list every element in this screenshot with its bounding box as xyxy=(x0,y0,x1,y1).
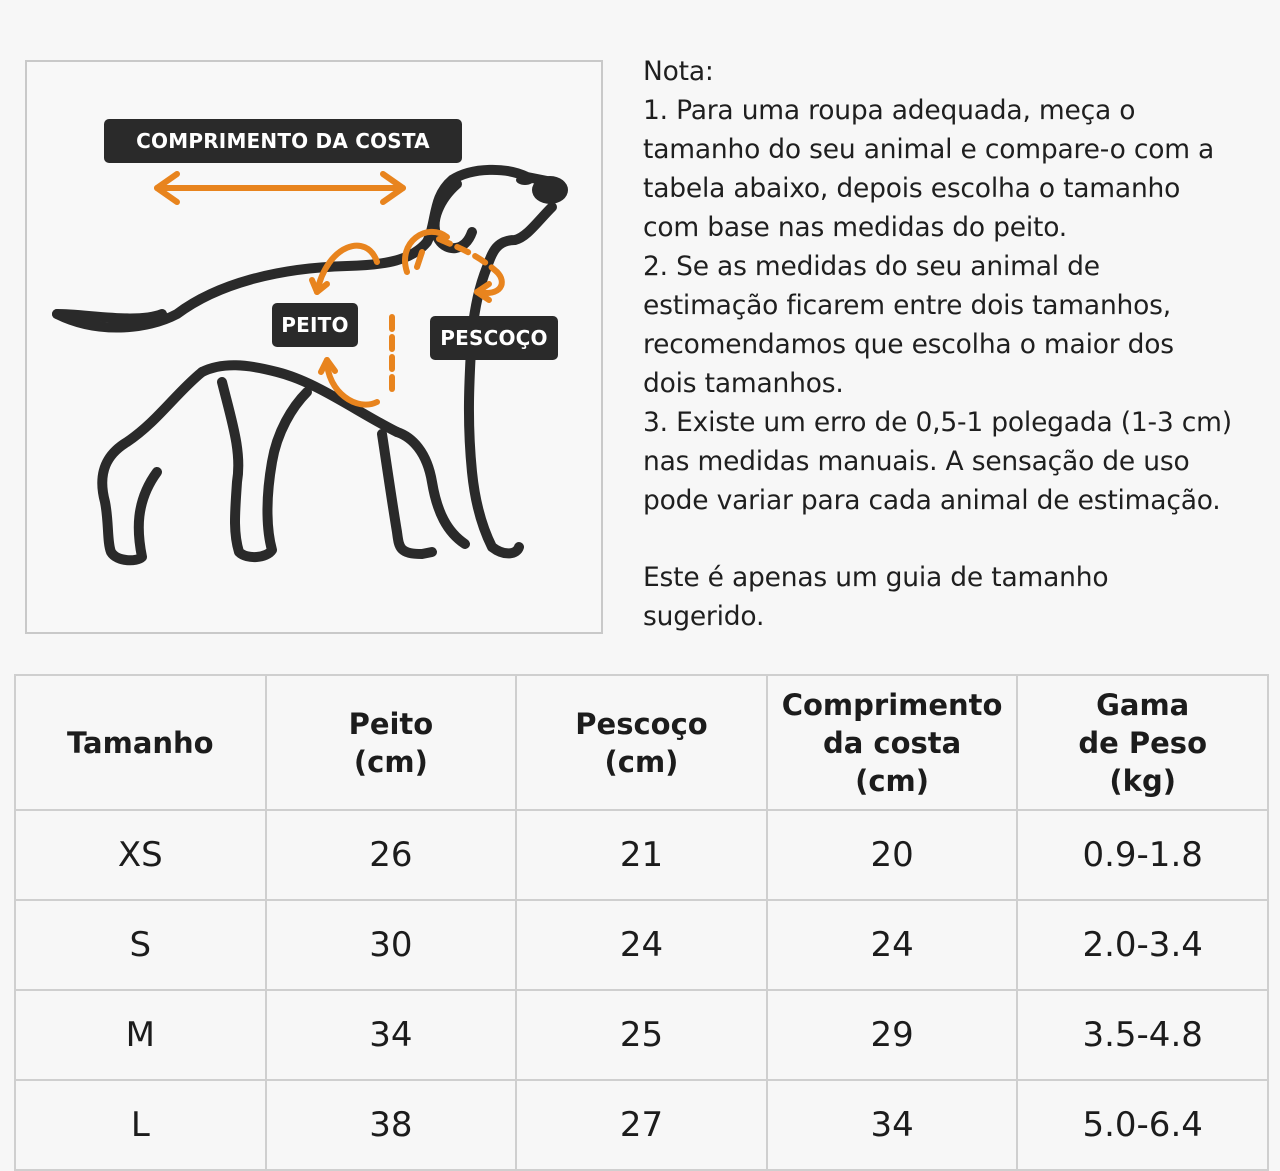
notes-line: com base nas medidas do peito. xyxy=(643,212,1067,243)
dog-eye-icon xyxy=(516,175,534,185)
table-cell-weight: 3.5-4.8 xyxy=(1017,990,1268,1080)
header-neck xyxy=(516,675,767,810)
table-row xyxy=(15,990,1268,1080)
table-cell-neck: 27 xyxy=(516,1080,767,1170)
header-line: de Peso xyxy=(1078,725,1207,760)
table-cell-back-length: 29 xyxy=(767,990,1018,1080)
header-size xyxy=(15,675,266,810)
table-row xyxy=(15,1080,1268,1170)
notes-line: 2. Se as medidas do seu animal de xyxy=(643,251,1100,282)
notes-line: 1. Para uma roupa adequada, meça o xyxy=(643,95,1136,126)
header-line: (cm) xyxy=(353,744,428,779)
size-table xyxy=(14,674,1269,1171)
notes-line: tamanho do seu animal e compare-o com a xyxy=(643,134,1215,165)
notes-line: dois tamanhos. xyxy=(643,368,844,399)
table-cell-neck: 25 xyxy=(516,990,767,1080)
dog-nose-icon xyxy=(532,176,568,204)
chest-label: PEITO xyxy=(272,303,358,347)
notes-line: tabela abaixo, depois escolha o tamanho xyxy=(643,173,1181,204)
table-cell-chest: 38 xyxy=(266,1080,517,1170)
table-header-row xyxy=(15,675,1268,810)
header-line: Pescoço xyxy=(575,706,708,741)
table-cell-size: XS xyxy=(15,810,266,900)
header-line: da costa xyxy=(822,725,962,760)
table-cell-chest: 34 xyxy=(266,990,517,1080)
table-cell-size: S xyxy=(15,900,266,990)
table-cell-back-length: 20 xyxy=(767,810,1018,900)
notes-line: estimação ficarem entre dois tamanhos, xyxy=(643,290,1171,321)
table-cell-back-length: 34 xyxy=(767,1080,1018,1170)
table-cell-size: L xyxy=(15,1080,266,1170)
notes-heading: Nota: xyxy=(643,56,714,87)
header-line: Peito xyxy=(348,706,434,741)
header-line: Comprimento xyxy=(781,687,1003,722)
header-line: (kg) xyxy=(1109,763,1176,798)
table-cell-weight: 0.9-1.8 xyxy=(1017,810,1268,900)
table-cell-chest: 26 xyxy=(266,810,517,900)
header-chest xyxy=(266,675,517,810)
table-cell-back-length: 24 xyxy=(767,900,1018,990)
notes-footer-line: Este é apenas um guia de tamanho xyxy=(643,562,1109,593)
size-notes xyxy=(643,52,1279,636)
notes-line: 3. Existe um erro de 0,5-1 polegada (1-3 cm) xyxy=(643,407,1232,438)
table-cell-neck: 24 xyxy=(516,900,767,990)
notes-line: recomendamos que escolha o maior dos xyxy=(643,329,1174,360)
table-cell-size: M xyxy=(15,990,266,1080)
header-line: (cm) xyxy=(604,744,679,779)
table-row xyxy=(15,810,1268,900)
table-cell-chest: 30 xyxy=(266,900,517,990)
notes-line: pode variar para cada animal de estimação. xyxy=(643,485,1221,516)
back-length-arrow-icon xyxy=(157,174,403,202)
dog-outline-icon xyxy=(57,170,552,560)
notes-spacer xyxy=(643,520,1279,558)
neck-label: PESCOÇO xyxy=(430,316,558,360)
header-back-length xyxy=(767,675,1018,810)
header-line: Gama xyxy=(1096,687,1190,722)
notes-line: nas medidas manuais. A sensação de uso xyxy=(643,446,1190,477)
table-cell-weight: 2.0-3.4 xyxy=(1017,900,1268,990)
header-line: (cm) xyxy=(855,763,930,798)
notes-footer-line: sugerido. xyxy=(643,601,765,632)
header-line: Tamanho xyxy=(66,725,214,760)
dog-measurement-diagram xyxy=(25,60,603,634)
table-cell-neck: 21 xyxy=(516,810,767,900)
table-cell-weight: 5.0-6.4 xyxy=(1017,1080,1268,1170)
table-row xyxy=(15,900,1268,990)
back-length-label: COMPRIMENTO DA COSTA xyxy=(104,119,462,163)
header-weight-range xyxy=(1017,675,1268,810)
